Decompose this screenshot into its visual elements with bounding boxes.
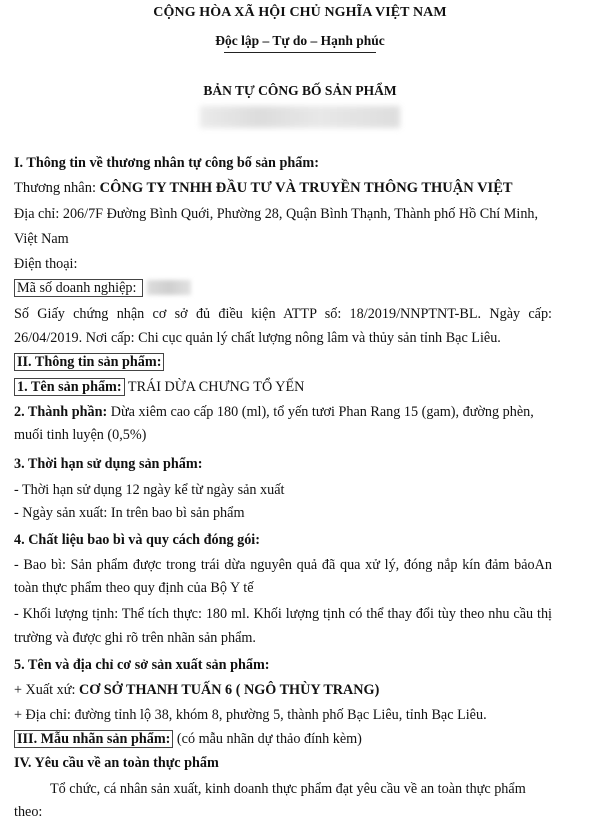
- net-weight-line-2: trường và được ghi rõ trên nhãn sản phẩm.: [14, 630, 256, 646]
- merchant-line: [14, 180, 513, 197]
- redacted-document-number: [200, 106, 400, 128]
- origin-label: + Xuất xứ:: [14, 682, 79, 698]
- address-line-1: Địa chỉ: 206/7F Đường Bình Quới, Phường 28, Quận Bình Thạnh, Thành phố Hồ Chí Minh,: [14, 206, 539, 222]
- section2-heading: II. Thông tin sản phẩm:: [14, 354, 164, 371]
- tax-code-label: Mã số doanh nghiệp:: [14, 279, 143, 297]
- tax-code-line: [14, 280, 191, 297]
- phone-line: Điện thoại:: [14, 256, 78, 272]
- producer-heading: 5. Tên và địa chỉ cơ sở sản xuất sản phẩm:: [14, 657, 270, 673]
- merchant-name: CÔNG TY TNHH ĐẦU TƯ VÀ TRUYỀN THÔNG THUẬN VIỆT: [99, 180, 513, 196]
- national-title: CỘNG HÒA XÃ HỘI CHỦ NGHĨA VIỆT NAM: [153, 5, 447, 20]
- section3-heading: III. Mẫu nhãn sản phẩm:: [14, 730, 173, 748]
- product-name-line: [14, 379, 304, 396]
- section1-heading: I. Thông tin về thương nhân tự công bố sản phẩm:: [14, 155, 319, 171]
- origin-value: CƠ SỞ THANH TUẤN 6 ( NGÔ THÙY TRANG): [78, 682, 380, 698]
- ingredients-line-2: muối tinh luyện (0,5%): [14, 427, 147, 443]
- packaging-line-1: - Bao bì: Sản phẩm được trong trái dừa nguyên quả đã qua xử lý, đóng nắp kín đảm bảoAn: [14, 557, 552, 573]
- packaging-line-2: toàn thực phẩm theo quy định của Bộ Y tế: [14, 580, 254, 596]
- product-name-value: TRÁI DỪA CHƯNG TỔ YẾN: [124, 379, 305, 395]
- redacted-tax-code: [147, 280, 191, 295]
- motto-underline: [224, 52, 376, 53]
- section4-line-1: Tổ chức, cá nhân sản xuất, kinh doanh thực phẩm đạt yêu cầu về an toàn thực phẩm: [50, 781, 526, 797]
- packaging-heading: 4. Chất liệu bao bì và quy cách đóng gói:: [14, 532, 260, 548]
- shelf-life-item-2: - Ngày sản xuất: In trên bao bì sản phẩm: [14, 505, 245, 521]
- producer-address: + Địa chỉ: đường tỉnh lộ 38, khóm 8, phường 5, thành phố Bạc Liêu, tỉnh Bạc Liêu.: [14, 707, 487, 723]
- section3-line: [14, 731, 362, 748]
- section4-heading: IV. Yêu cầu về an toàn thực phẩm: [14, 755, 219, 771]
- merchant-label: Thương nhân:: [14, 180, 100, 196]
- shelf-life-item-1: - Thời hạn sử dụng 12 ngày kể từ ngày sản xuất: [14, 482, 285, 498]
- document-title: BẢN TỰ CÔNG BỐ SẢN PHẨM: [203, 83, 397, 98]
- section3-note: (có mẫu nhãn dự thảo đính kèm): [173, 731, 362, 747]
- ingredients-line-1: [14, 404, 534, 421]
- origin-line: [14, 682, 379, 699]
- certificate-line-1: Số Giấy chứng nhận cơ sở đủ điều kiện ATTP số: 18/2019/NNPTNT-BL. Ngày cấp:: [14, 306, 552, 322]
- ingredients-label: 2. Thành phần:: [14, 404, 108, 420]
- shelf-life-heading: 3. Thời hạn sử dụng sản phẩm:: [14, 456, 203, 472]
- address-line-2: Việt Nam: [14, 231, 69, 247]
- net-weight-line-1: - Khối lượng tịnh: Thể tích thực: 180 ml. Khối lượng tịnh có thể thay đổi tùy theo nhu cầu thị: [14, 606, 552, 622]
- section4-line-2: theo:: [14, 804, 43, 820]
- certificate-line-2: 26/04/2019. Nơi cấp: Chi cục quản lý chất lượng nông lâm và thủy sản tỉnh Bạc Liêu.: [14, 330, 501, 346]
- product-name-label: 1. Tên sản phẩm:: [14, 378, 125, 396]
- ingredients-value: Dừa xiêm cao cấp 180 (ml), tổ yến tươi Phan Rang 15 (gam), đường phèn,: [107, 404, 534, 420]
- national-motto: Độc lập – Tự do – Hạnh phúc: [215, 33, 385, 48]
